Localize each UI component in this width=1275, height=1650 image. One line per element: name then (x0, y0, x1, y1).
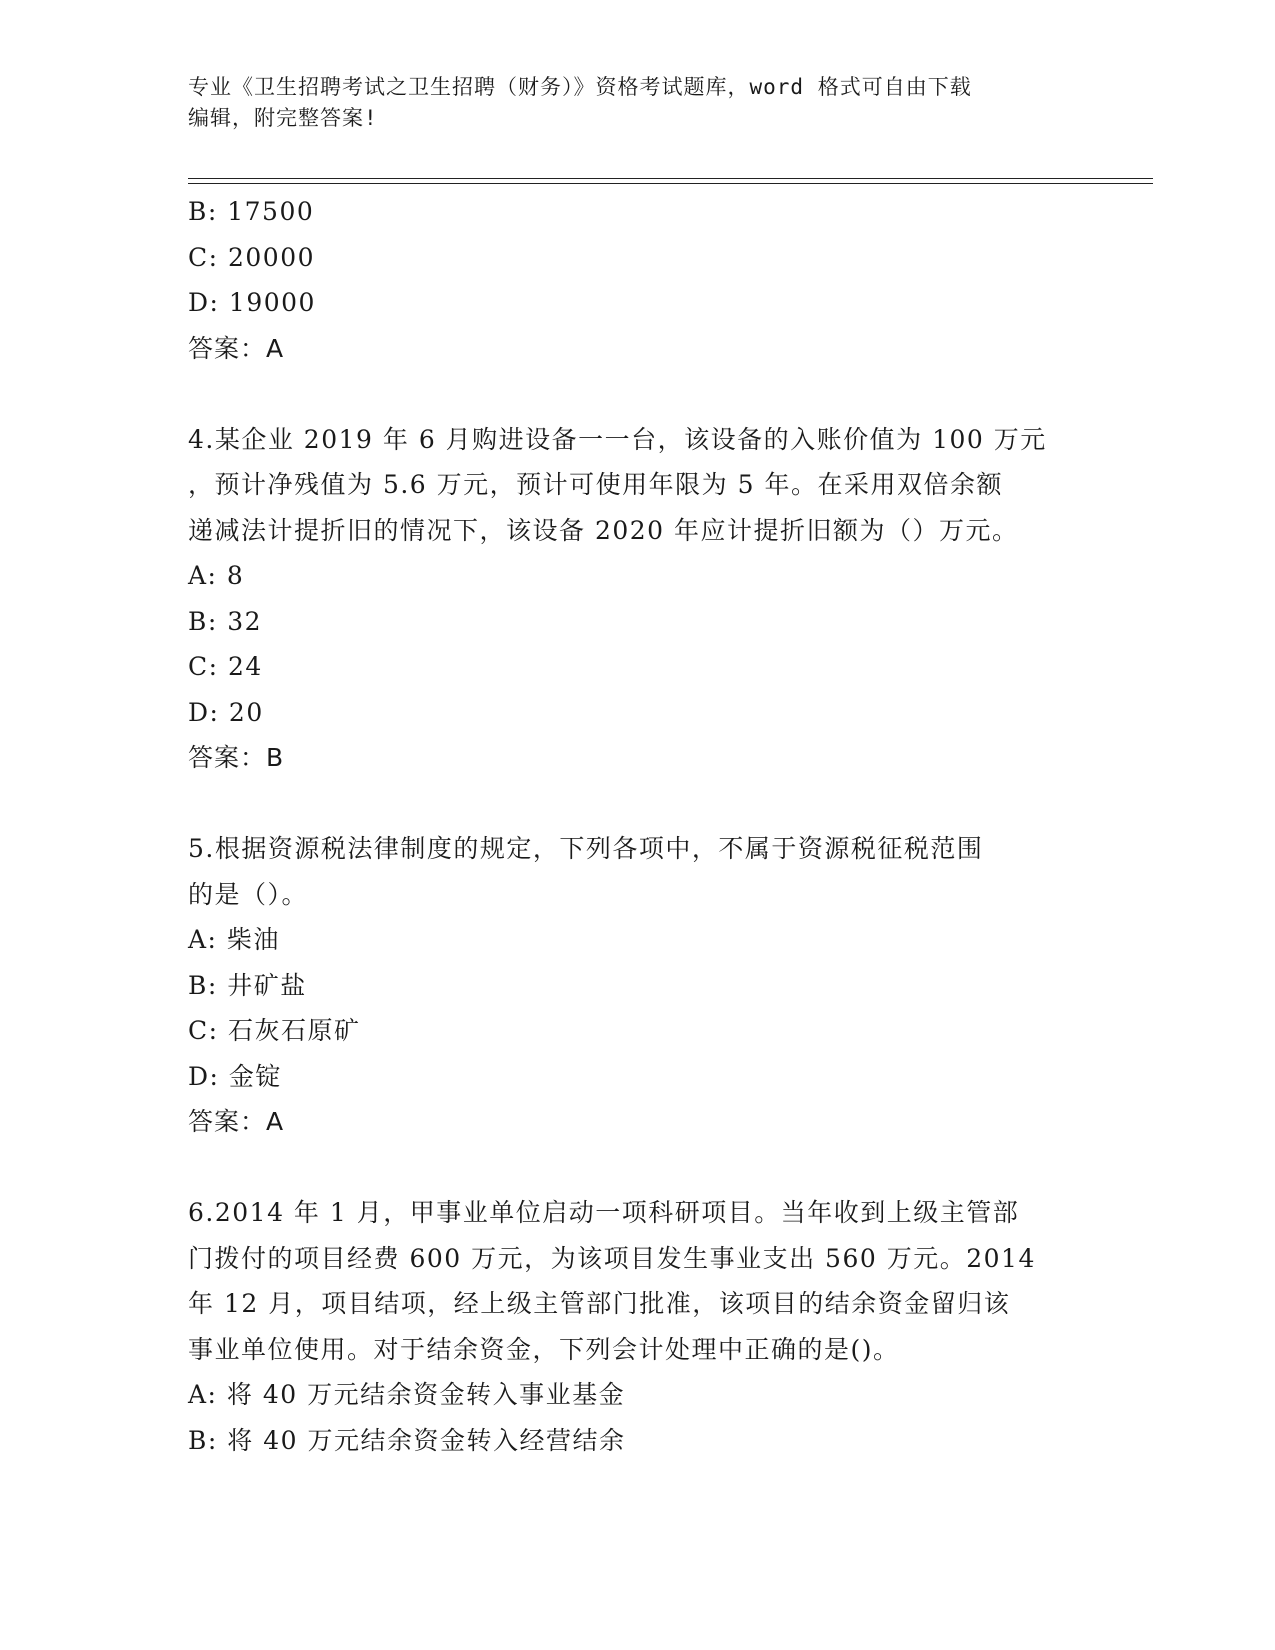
question-5 (188, 826, 1088, 1145)
header-line-2: 编辑，附完整答案! (188, 106, 378, 130)
header-divider-bottom (188, 183, 1153, 184)
question-list (188, 189, 1088, 1463)
question-stem-line: 门拨付的项目经费 600 万元，为该项目发生事业支出 560 万元。2014 (188, 1243, 1036, 1273)
question-6 (188, 1190, 1088, 1463)
option-b: B: 32 (188, 606, 263, 636)
header-divider-top (188, 178, 1153, 179)
question-stem-line: 事业单位使用。对于结余资金，下列会计处理中正确的是()。 (188, 1334, 900, 1364)
question-stem-line: 的是（）。 (188, 879, 309, 909)
question-stem-line: 6.2014 年 1 月，甲事业单位启动一项科研项目。当年收到上级主管部 (188, 1198, 1020, 1227)
question-3-tail (188, 189, 1088, 371)
header-line-1: 专业《卫生招聘考试之卫生招聘（财务）》资格考试题库，word 格式可自由下载 (188, 75, 972, 99)
document-header (188, 72, 1068, 134)
option-b: B: 井矿盐 (188, 970, 307, 1000)
question-stem-line: 年 12 月，项目结项，经上级主管部门批准，该项目的结余资金留归该 (188, 1289, 1011, 1318)
option-c: C: 石灰石原矿 (188, 1016, 361, 1045)
answer: 答案：B (188, 743, 285, 772)
answer: 答案：A (188, 333, 285, 363)
question-stem-line: 5.根据资源税法律制度的规定，下列各项中，不属于资源税征税范围 (188, 834, 984, 863)
option-c: C: 24 (188, 652, 263, 681)
option-d: D: 20 (188, 697, 264, 727)
question-stem-line: 4.某企业 2019 年 6 月购进设备一一台，该设备的入账价值为 100 万元 (188, 424, 1047, 454)
spacer (188, 1145, 1088, 1191)
spacer (188, 781, 1088, 827)
option-d: D: 金锭 (188, 1061, 282, 1091)
option-a: A: 8 (188, 561, 245, 590)
option-a: A: 将 40 万元结余资金转入事业基金 (188, 1380, 626, 1409)
spacer (188, 371, 1088, 417)
question-stem-line: 递减法计提折旧的情况下，该设备 2020 年应计提折旧额为（）万元。 (188, 515, 1019, 545)
option-b: B: 17500 (188, 197, 315, 226)
option-a: A: 柴油 (188, 925, 280, 954)
option-b: B: 将 40 万元结余资金转入经营结余 (188, 1425, 626, 1455)
option-c: C: 20000 (188, 242, 316, 272)
question-stem-line: ，预计净残值为 5.6 万元，预计可使用年限为 5 年。在采用双倍余额 (188, 470, 1003, 499)
answer: 答案：A (188, 1107, 285, 1136)
option-d: D: 19000 (188, 288, 316, 317)
question-4 (188, 417, 1088, 781)
